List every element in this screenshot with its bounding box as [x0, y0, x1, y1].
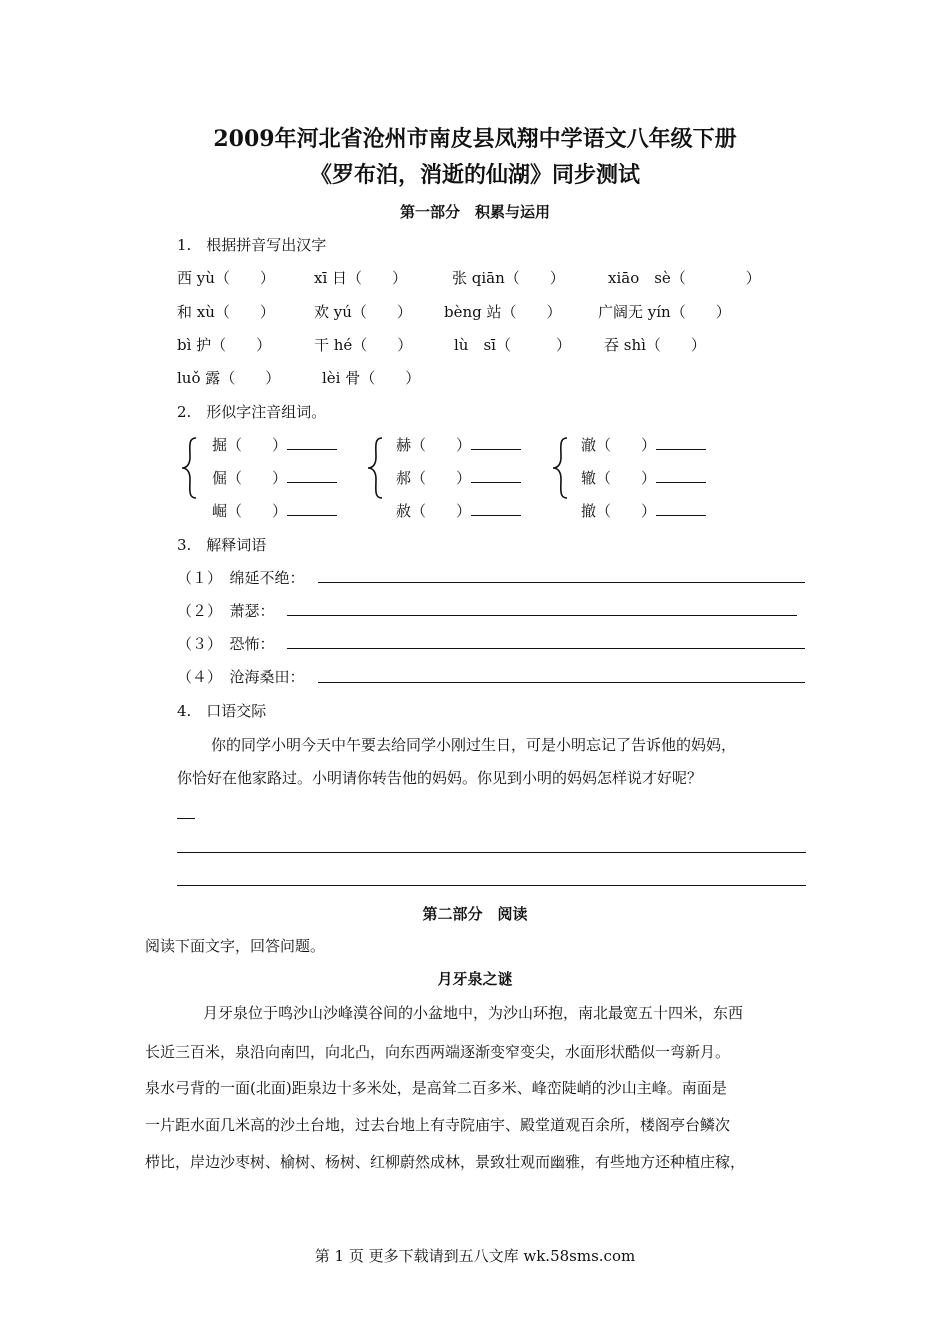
q4-label: 4. 口语交际: [177, 702, 267, 720]
q1-item: luǒ 露（ ）: [177, 369, 281, 387]
answer-line[interactable]: [287, 648, 805, 649]
q1-item: 欢 yú（ ）: [314, 303, 412, 321]
q1-item: lù sī（ ）: [454, 336, 571, 354]
answer-line[interactable]: [177, 852, 806, 853]
q1-item: bèng 站（ ）: [444, 303, 562, 321]
q4-paragraph: 你的同学小明今天中午要去给同学小刚过生日，可是小明忘记了告诉他的妈妈，: [211, 736, 737, 754]
q1-item: 和 xù（ ）: [177, 303, 275, 321]
part1-heading: 第一部分 积累与运用: [399, 203, 550, 221]
answer-line[interactable]: [177, 885, 806, 886]
q1-label: 1. 根据拼音写出汉字: [177, 236, 327, 254]
article-title: 月牙泉之谜: [437, 970, 513, 988]
q4-paragraph: 你恰好在他家路过。小明请你转告他的妈妈。你见到小明的妈妈怎样说才好呢？: [177, 769, 703, 787]
q1-item: 西 yù（ ）: [177, 269, 275, 287]
q1-item: bì 护（ ）: [177, 336, 272, 354]
q1-item: xiāo sè（ ）: [608, 269, 761, 287]
q3-item: （２） 萧瑟：: [177, 602, 275, 620]
part2-heading: 第二部分 阅读: [422, 905, 528, 923]
q2-item: 辙（ ）: [581, 467, 706, 488]
q2-item: 崛（ ）: [212, 500, 337, 521]
q3-item: （１） 绵延不绝：: [177, 569, 305, 587]
q3-label: 3. 解释词语: [177, 536, 267, 554]
reading-instruction: 阅读下面文字，回答问题。: [145, 937, 326, 955]
answer-line[interactable]: [177, 818, 195, 819]
q2-label: 2. 形似字注音组词。: [177, 403, 327, 421]
q1-item: 广阔无 yín（ ）: [598, 303, 731, 321]
q1-item: 干 hé（ ）: [314, 336, 413, 354]
article-line: 长近三百米，泉沿向南凹，向北凸，向东西两端逐渐变窄变尖，水面形状酷似一弯新月。: [145, 1043, 731, 1061]
q3-item: （４） 沧海桑田：: [177, 668, 305, 686]
q2-item: 赫（ ）: [396, 434, 521, 455]
answer-line[interactable]: [318, 582, 805, 583]
answer-line[interactable]: [318, 682, 805, 683]
q1-item: lèi 骨（ ）: [322, 369, 421, 387]
article-line: 月牙泉位于鸣沙山沙峰漠谷间的小盆地中，为沙山环抱，南北最宽五十四米，东西: [203, 1004, 744, 1022]
document-title-line-2: 《罗布泊，消逝的仙湖》同步测试: [309, 162, 640, 188]
q2-item: 倔（ ）: [212, 467, 337, 488]
q1-item: 张 qiān（ ）: [452, 269, 565, 287]
q2-item: 澈（ ）: [581, 434, 706, 455]
brace-icon: [551, 437, 571, 499]
page-footer: 第 1 页 更多下载请到五八文库 wk.58sms.com: [314, 1247, 636, 1265]
q2-item: 掘（ ）: [212, 434, 337, 455]
article-line: 栉比，岸边沙枣树、榆树、杨树、红柳蔚然成林，景致壮观而幽雅，有些地方还种植庄稼，: [145, 1153, 746, 1171]
document-title-line-1: 2009年河北省沧州市南皮县凤翔中学语文八年级下册: [213, 126, 737, 152]
article-line: 一片距水面几米高的沙土台地，过去台地上有寺院庙宇、殿堂道观百余所，楼阁亭台鳞次: [145, 1116, 731, 1134]
q2-item: 赦（ ）: [396, 500, 521, 521]
q1-item: 吞 shì（ ）: [604, 336, 706, 354]
brace-icon: [366, 437, 386, 499]
article-line: 泉水弓背的一面(北面)距泉边十多米处，是高耸二百多米、峰峦陡峭的沙山主峰。南面是: [145, 1079, 727, 1097]
q2-item: 撤（ ）: [581, 500, 706, 521]
q1-item: xī 日（ ）: [314, 269, 408, 287]
answer-line[interactable]: [287, 615, 797, 616]
q3-item: （３） 恐怖：: [177, 635, 275, 653]
brace-icon: [180, 437, 200, 499]
q2-item: 郝（ ）: [396, 467, 521, 488]
